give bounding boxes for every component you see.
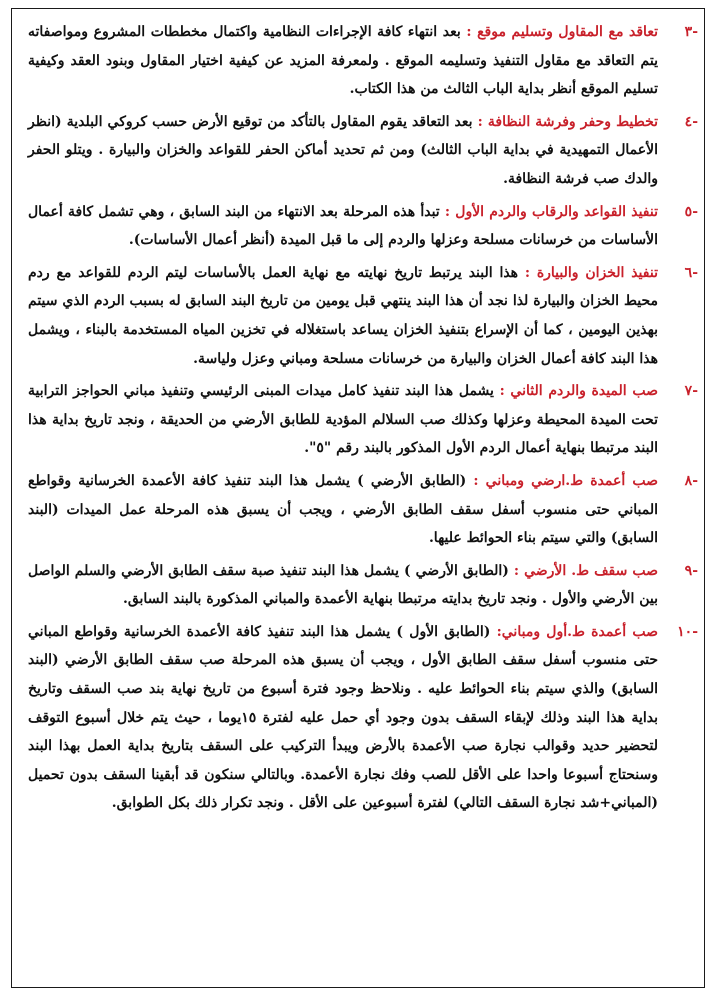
list-item bbox=[28, 108, 698, 194]
item-title: صب أعمدة ط.ارضي ومباني : bbox=[473, 472, 658, 489]
item-body: (الطابق الأرضي ) يشمل هذا البند تنفيذ صبة سقف الطابق الأرضي والسلم الواصل بين الأرضي والأول . ونجد تاريخ بدايته مرتبطا بنهاية الأعمدة والمباني المذكورة بالبند السابق. bbox=[28, 562, 658, 608]
item-number: -٩ bbox=[684, 562, 698, 579]
item-title: تخطيط وحفر وفرشة النظافة : bbox=[477, 113, 658, 130]
item-number: -٨ bbox=[684, 472, 698, 489]
item-number: -٥ bbox=[684, 203, 698, 220]
item-number: -١٠ bbox=[677, 623, 698, 640]
item-number: -٣ bbox=[684, 24, 698, 40]
list-item bbox=[28, 467, 698, 553]
item-body: يشمل هذا البند تنفيذ كامل ميدات المبنى الرئيسي وتنفيذ مباني الحواجز الترابية تحت الميدة المحيطة وعزلها وكذلك صب السلالم المؤدية للطابق الأرضي من الحديقة ، ونجد تاريخ بداية هذا البند مرتبطا بنهاية أعمال الردم الأول المذكور بالبند رقم "٥". bbox=[28, 383, 658, 457]
list-item bbox=[28, 198, 698, 255]
item-body: (الطابق الأرضي ) يشمل هذا البند تنفيذ كافة الأعمدة الخرسانية وقواطع المباني حتى منسوب أسفل سقف الطابق الأرضي ، ويجب أن يسبق هذه المرحلة عمل الميدات (البند السابق) والتي سيتم بناء الحوائط عليها. bbox=[28, 472, 658, 547]
item-title: تنفيذ القواعد والرقاب والردم الأول : bbox=[444, 203, 658, 220]
document-body bbox=[28, 18, 698, 822]
item-body: هذا البند يرتبط تاريخ نهايته مع نهاية العمل بالأساسات ليتم الردم للقواعد مع ردم محيط الخزان والبيارة لذا نجد أن هذا البند ينتهي قبل يومين من تاريخ البند السابق له بسبب الردم الذي سيتم بهذين اليومين ، كما أن الإسراع بتنفيذ الخزان يساعد باستغلاله في تخزين المياه المستخدمة بالبناء ، ويشمل هذا البند كافة أعمال الخزان والبيارة من خرسانات مسلحة ومباني وعزل ولياسة. bbox=[28, 264, 658, 367]
item-title: صب سقف ط. الأرضي : bbox=[513, 562, 658, 579]
item-title: صب الميدة والردم الثاني : bbox=[499, 383, 658, 400]
list-item bbox=[28, 377, 698, 463]
item-number: -٤ bbox=[684, 113, 698, 130]
list-item bbox=[28, 618, 698, 818]
item-number: -٧ bbox=[684, 383, 698, 400]
item-body: بعد انتهاء كافة الإجراءات النظامية واكتمال مخططات المشروع ومواصفاته يتم التعاقد مع مقاول التنفيذ وتسليمه الموقع . ولمعرفة المزيد عن كيفية اختيار المقاول وبنود العقد وكيفية تسليم الموقع أنظر بداية الباب الثالث من هذا الكتاب. bbox=[28, 24, 658, 98]
item-body: تبدأ هذه المرحلة بعد الانتهاء من البند السابق ، وهي تشمل كافة أعمال الأساسات من خرسانات مسلحة وعزلها والردم إلى ما قبل الميدة (أنظر أعمال الأساسات). bbox=[28, 203, 658, 249]
item-body: بعد التعاقد يقوم المقاول بالتأكد من توقيع الأرض حسب كروكي البلدية (انظر الأعمال التمهيدية في بداية الباب الثالث) ومن ثم تحديد أماكن الحفر للقواعد والخزان والبيارة . ويتلو الحفر والدك صب فرشة النظافة. bbox=[28, 113, 658, 187]
list-item bbox=[28, 259, 698, 373]
list-item bbox=[28, 557, 698, 614]
list-item bbox=[28, 18, 698, 104]
item-title: تعاقد مع المقاول وتسليم موقع : bbox=[466, 24, 658, 40]
item-body: (الطابق الأول ) يشمل هذا البند تنفيذ كافة الأعمدة الخرسانية وقواطع المباني حتى منسوب أسفل سقف الطابق الأول ، ويجب أن يسبق هذه المرحلة صب سقف الطابق الأرضي (البند السابق) والذي سيتم بناء الحوائط عليه . ونلاحظ وجود فترة أسبوع من تاريخ نهاية بند صب السقف وتاريخ بداية هذا البند وذلك لإبقاء السقف بدون وجود أي حمل عليه لفترة ١٥يوما ، حيث يتم خلال أسبوع التوقف لتحضير حديد وقوالب نجارة صب الأعمدة بالأرض ويبدأ التركيب على السقف بتاريخ بداية العمل بهذا البند وسنحتاج أسبوعا واحدا على الأقل للصب وفك نجارة الأعمدة. وبالتالي سنكون قد أبقينا السقف بدون تحميل (المباني+شد نجارة السقف التالي) لفترة أسبوعين على الأقل . ونجد تكرار ذلك بكل الطوابق. bbox=[28, 623, 658, 812]
item-title: صب أعمدة ط.أول ومباني: bbox=[496, 623, 658, 640]
item-number: -٦ bbox=[684, 264, 698, 281]
item-title: تنفيذ الخزان والبيارة : bbox=[524, 264, 658, 281]
